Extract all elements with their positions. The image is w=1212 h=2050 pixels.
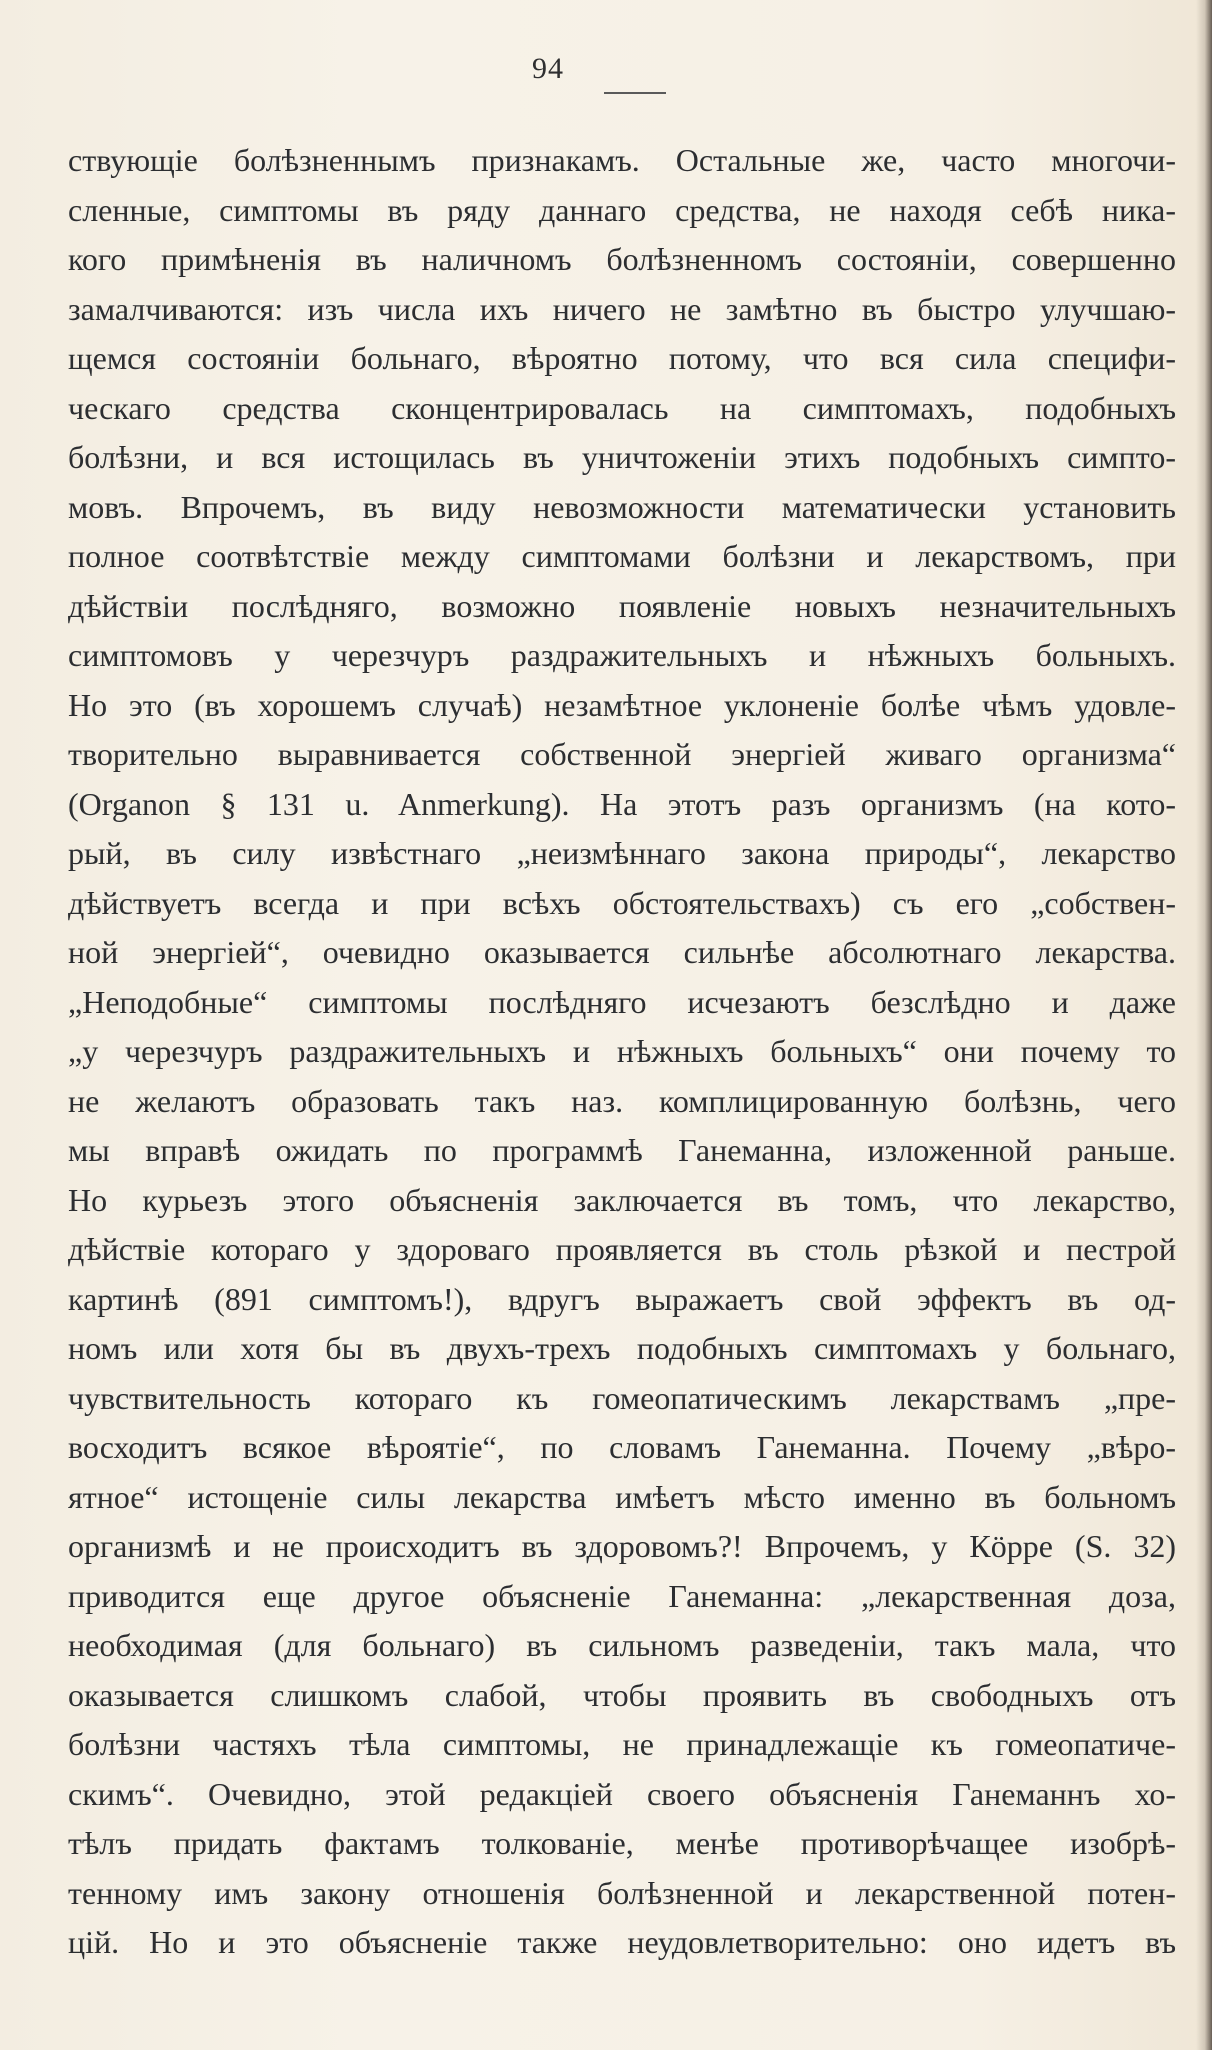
text-line: мовъ. Впрочемъ, въ виду невозможности математически установить xyxy=(68,488,1176,525)
page-number: 94 xyxy=(532,52,564,85)
text-line: цій. Но и это объясненіе также неудовлетворительно: оно идетъ въ xyxy=(68,1924,1176,1960)
text-line: необходимая (для больнаго) въ сильномъ разведеніи, такъ мала, что xyxy=(68,1627,1176,1663)
text-line: восходитъ всякое вѣроятіе“, по словамъ Ганеманна. Почему „вѣро- xyxy=(68,1429,1176,1465)
text-line: тѣлъ придать фактамъ толкованіе, менѣе противорѣчащее изобрѣ- xyxy=(68,1825,1176,1861)
text-line: дѣйствіе котораго у здороваго проявляется въ столь рѣзкой и пестрой xyxy=(68,1231,1176,1267)
text-line: не желаютъ образовать такъ наз. комплицированную болѣзнь, чего xyxy=(68,1082,1176,1119)
text-line: симптомовъ у черезчуръ раздражительныхъ и нѣжныхъ больныхъ. xyxy=(68,637,1176,673)
text-line: болѣзни, и вся истощилась въ уничтоженіи этихъ подобныхъ симпто- xyxy=(68,439,1176,475)
page-edge-shadow xyxy=(1196,0,1212,2050)
text-line: (Organon § 131 u. Anmerkung). На этотъ разъ организмъ (на кото- xyxy=(68,785,1176,822)
text-line: приводится еще другое объясненіе Ганеманна: „лекарственная доза, xyxy=(68,1577,1176,1614)
text-line: скимъ“. Очевидно, этой редакціей своего объясненія Ганеманнъ хо- xyxy=(68,1775,1176,1812)
text-line: ствующіе болѣзненнымъ признакамъ. Остальные же, часто многочи- xyxy=(68,142,1176,178)
text-line: „Неподобные“ симптомы послѣдняго исчезаютъ безслѣдно и даже xyxy=(68,983,1176,1020)
text-line: мы вправѣ ожидать по программѣ Ганеманна, изложенной раньше. xyxy=(68,1132,1176,1168)
text-line: „у черезчуръ раздражительныхъ и нѣжныхъ больныхъ“ они почему то xyxy=(68,1033,1176,1069)
page-number-underline xyxy=(604,92,666,94)
text-line: замалчиваются: изъ числа ихъ ничего не замѣтно въ быстро улучшаю- xyxy=(68,290,1176,327)
text-line: кого примѣненія въ наличномъ болѣзненномъ состояніи, совершенно xyxy=(68,241,1176,277)
text-line: щемся состояніи больнаго, вѣроятно потому, что вся сила специфи- xyxy=(68,340,1176,376)
text-line: болѣзни частяхъ тѣла симптомы, не принадлежащіе къ гомеопатиче- xyxy=(68,1726,1176,1762)
text-line: дѣйствіи послѣдняго, возможно появленіе новыхъ незначительныхъ xyxy=(68,587,1176,624)
text-line: картинѣ (891 симптомъ!), вдругъ выражаетъ свой эффектъ въ од- xyxy=(68,1280,1176,1317)
text-line: дѣйствуетъ всегда и при всѣхъ обстоятельствахъ) съ его „собствен- xyxy=(68,884,1176,921)
text-line: рый, въ силу извѣстнаго „неизмѣннаго закона природы“, лекарство xyxy=(68,835,1176,871)
text-line: полное соотвѣтствіе между симптомами болѣзни и лекарствомъ, при xyxy=(68,538,1176,574)
text-line: организмѣ и не происходитъ въ здоровомъ?! Впрочемъ, у Кöрре (S. 32) xyxy=(68,1528,1176,1564)
text-line: оказывается слишкомъ слабой, чтобы проявить въ свободныхъ отъ xyxy=(68,1676,1176,1713)
text-line: Но курьезъ этого объясненія заключается въ томъ, что лекарство, xyxy=(68,1181,1176,1218)
text-line: номъ или хотя бы въ двухъ-трехъ подобныхъ симптомахъ у больнаго, xyxy=(68,1330,1176,1366)
text-line: ятное“ истощеніе силы лекарства имѣетъ мѣсто именно въ больномъ xyxy=(68,1478,1176,1515)
body-text xyxy=(68,136,1176,1968)
text-line: тенному имъ закону отношенія болѣзненной и лекарственной потен- xyxy=(68,1874,1176,1911)
text-line: чувствительность котораго къ гомеопатическимъ лекарствамъ „пре- xyxy=(68,1379,1176,1416)
text-line: ческаго средства сконцентрировалась на симптомахъ, подобныхъ xyxy=(68,389,1176,426)
text-line: Но это (въ хорошемъ случаѣ) незамѣтное уклоненіе болѣе чѣмъ удовле- xyxy=(68,686,1176,723)
text-line: ной энергіей“, очевидно оказывается сильнѣе абсолютнаго лекарства. xyxy=(68,934,1176,970)
text-line: творительно выравнивается собственной энергіей живаго организма“ xyxy=(68,736,1176,772)
text-line: сленные, симптомы въ ряду даннаго средства, не находя себѣ ника- xyxy=(68,191,1176,228)
